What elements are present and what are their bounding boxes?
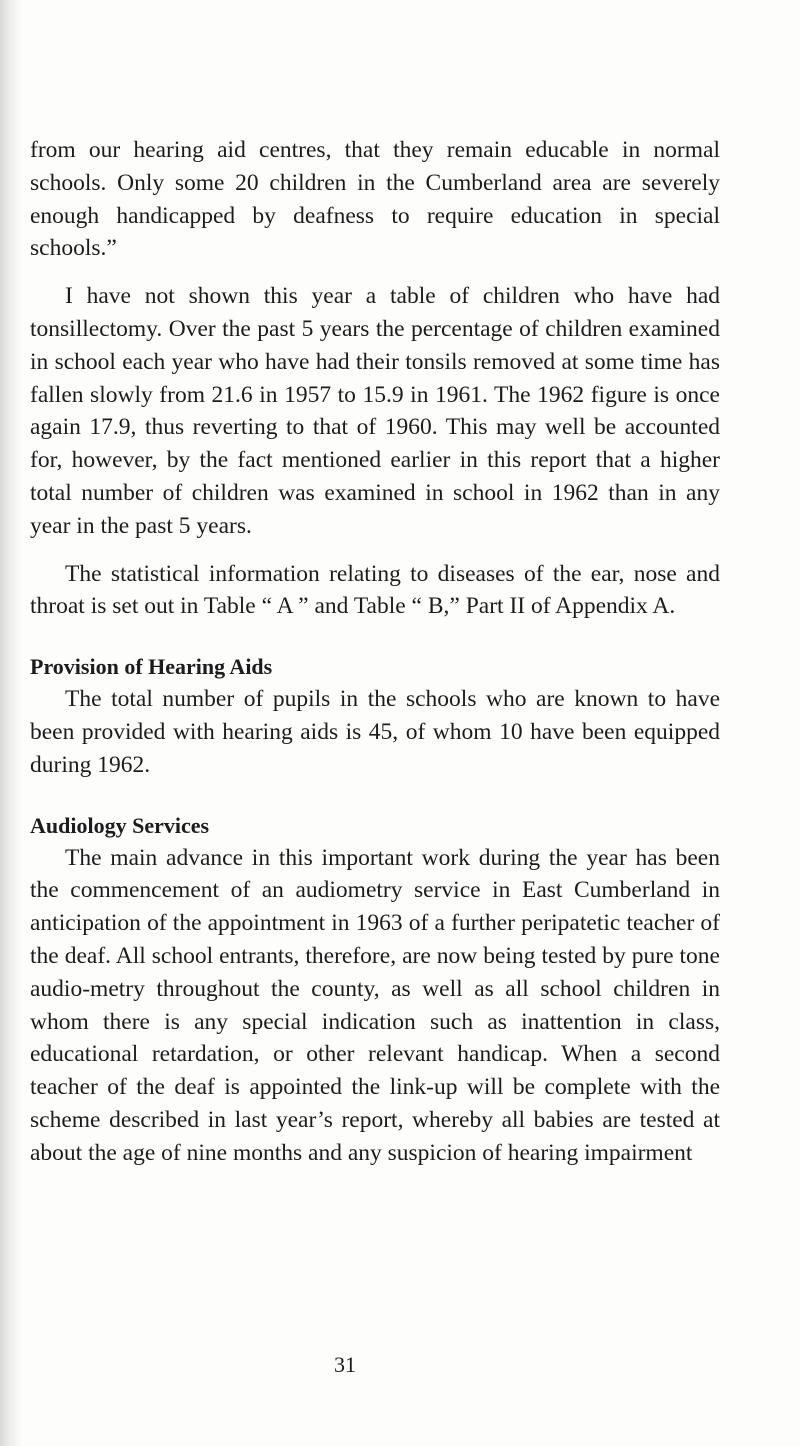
paragraph-hearing-aids: The total number of pupils in the schools who are known to have been provided with hearing aids is 45, of whom 10 have been equipped during 1962. bbox=[30, 686, 720, 778]
paragraph-audiology-services: The main advance in this important work during the year has been the commencement of an audiometry service in East Cumberland in anticipation of the appointment in 1963 of a further peripatetic teacher of the deaf. All school entrants, therefore, are now being tested by pure tone audio-metry throughout the county, as well as all school children in whom there is any special indication such as inattention in class, educational retardation, or other relevant handicap. When a second teacher of the deaf is appointed the link-up will be complete with the scheme described in last year’s report, whereby all babies are tested at about the age of nine months and any suspicion of hearing impairment bbox=[30, 844, 720, 1166]
paragraph-statistical-info: The statistical information relating to diseases of the ear, nose and throat is set out in Table “ A ” and Table “ B,” Part II of Appendix A. bbox=[30, 560, 720, 620]
paragraph-continuation: from our hearing aid centres, that they remain educable in normal schools. Only some 20 children in the Cumberland area are severely enough handicapped by deafness to require education in special schools.” bbox=[30, 137, 720, 262]
paragraph-tonsillectomy: I have not shown this year a table of children who have had tonsillectomy. Over the past 5 years the percentage of children examined in school each year who have had their tonsils removed at some time has fallen slowly from 21.6 in 1957 to 15.9 in 1961. The 1962 figure is once again 17.9, thus reverting to that of 1960. This may well be accounted for, however, by the fact mentioned earlier in this report that a higher total number of children was examined in school in 1962 than in any year in the past 5 years. bbox=[30, 283, 720, 539]
text-column bbox=[30, 134, 720, 1170]
page-binding-shadow bbox=[0, 0, 22, 1446]
page-number: 31 bbox=[334, 1352, 356, 1377]
heading-hearing-aids: Provision of Hearing Aids bbox=[30, 654, 273, 680]
heading-audiology-services: Audiology Services bbox=[30, 812, 210, 838]
